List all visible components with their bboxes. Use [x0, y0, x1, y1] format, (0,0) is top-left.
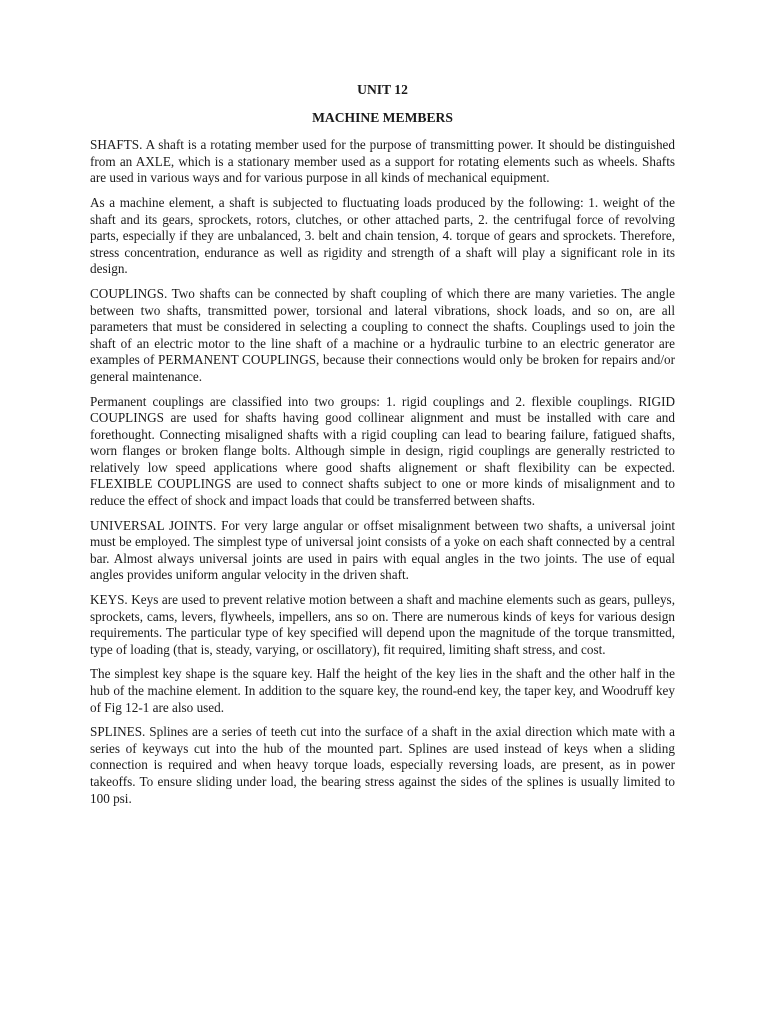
unit-heading: UNIT 12 — [357, 82, 408, 97]
document-page — [90, 82, 675, 815]
paragraph-splines: SPLINES. Splines are a series of teeth cut into the surface of a shaft in the axial direction which mate with a series of keyways cut into the hub of the mounted part. Splines are used instead of keys when a sliding connection is required and when heavy torque loads, especially reversing loads, are present, as in power takeoffs. To ensure sliding under load, the bearing stress against the sides of the splines is usually limited to 100 psi. — [90, 724, 675, 806]
paragraph-couplings: COUPLINGS. Two shafts can be connected by shaft coupling of which there are many varieties. The angle between two shafts, transmitted power, torsional and lateral vibrations, shock loads, and so on, are all parameters that must be considered in selecting a coupling to connect the shafts. Couplings used to join the shaft of an electric motor to the line shaft of a machine or a hydraulic turbine to an electric generator are examples of PERMANENT COUPLINGS, because their connections would only be broken for repairs and/or general maintenance. — [90, 285, 675, 384]
paragraph-keys: KEYS. Keys are used to prevent relative motion between a shaft and machine elements such as gears, pulleys, sprockets, cams, levers, flywheels, impellers, ans so on. There are numerous kinds of keys for various design requirements. The particular type of key specified will depend upon the magnitude of the torque transmitted, type of loading (that is, steady, varying, or oscillatory), fit required, limiting shaft stress, and cost. — [90, 592, 675, 657]
paragraph-shaft-loads: As a machine element, a shaft is subjected to fluctuating loads produced by the following: 1. weight of the shaft and its gears, sprockets, rotors, clutches, or other attached parts, 2. the centrifugal force of revolving parts, especially if they are unbalanced, 3. belt and chain tension, 4. torque of gears and sprockets. Therefore, stress concentration, endurance as well as rigidity and strength of a shaft will play a significant role in its design. — [90, 194, 675, 277]
page-title: MACHINE MEMBERS — [312, 109, 453, 125]
paragraph-permanent-couplings: Permanent couplings are classified into two groups: 1. rigid couplings and 2. flexible couplings. RIGID COUPLINGS are used for shafts having good collinear alignment and must be installed with care and forethought. Connecting misaligned shafts with a rigid coupling can lead to bearing failure, fatigued shafts, worn flanges or broken flange bolts. Although simple in design, rigid couplings are generally restricted to relatively low speed applications where good shafts alignement or shaft flexibility can be expected. FLEXIBLE COUPLINGS are used to connect shafts subject to one or more kinds of misalignment and to reduce the effect of shock and impact loads that could be transferred between shafts. — [90, 393, 675, 509]
paragraph-universal-joints: UNIVERSAL JOINTS. For very large angular or offset misalignment between two shafts, a universal joint must be employed. The simplest type of universal joint consists of a yoke on each shaft connected by a central bar. Almost always universal joints are used in pairs with equal angles in the two joints. The use of equal angles provides uniform angular velocity in the driven shaft. — [90, 517, 675, 583]
paragraph-square-key: The simplest key shape is the square key. Half the height of the key lies in the shaft and the other half in the hub of the machine element. In addition to the square key, the round-end key, the taper key, and Woodruff key of Fig 12-1 are also used. — [90, 666, 675, 715]
paragraph-shafts: SHAFTS. A shaft is a rotating member used for the purpose of transmitting power. It should be distinguished from an AXLE, which is a stationary member used as a support for rotating elements such as wheels. Shafts are used in various ways and for various purpose in all kinds of mechanical equipment. — [90, 137, 675, 186]
